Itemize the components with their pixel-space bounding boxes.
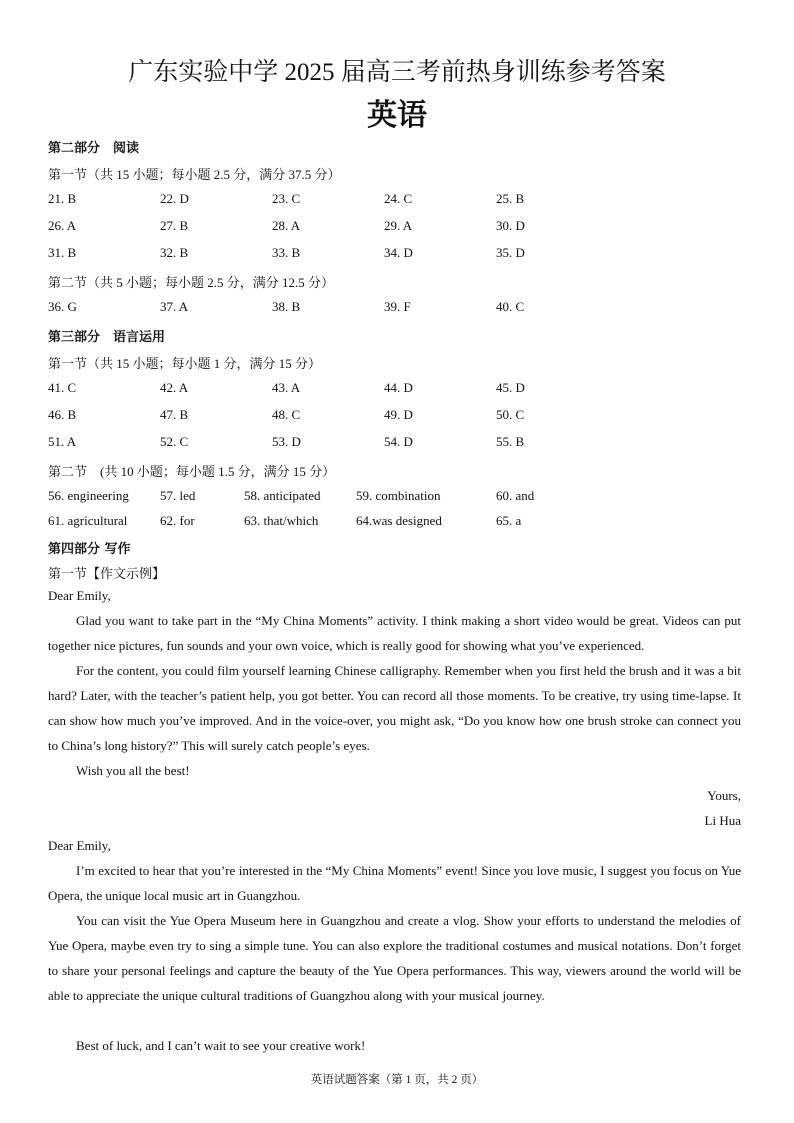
answer-cell: 31. B [48, 245, 77, 260]
answer-cell: 65. a [496, 513, 522, 528]
answer-cell: 52. C [160, 434, 189, 449]
answer-cell: 29. A [384, 218, 413, 233]
answer-cell: 41. C [48, 380, 77, 395]
part3-heading: 第三部分 语言运用 [48, 330, 166, 345]
answer-cell: 54. D [384, 434, 413, 449]
answer-cell: 27. B [160, 218, 189, 233]
part3-section2-title: 第二节 (共 10 小题；每小题 1.5 分，满分 15 分） [48, 464, 336, 479]
subject-title: 英语 [367, 98, 427, 133]
answer-cell: 57. led [160, 488, 196, 503]
answer-cell: 30. D [496, 218, 525, 233]
answer-cell: 25. B [496, 191, 525, 206]
essay1-signature: Li Hua [704, 813, 741, 828]
answer-cell: 60. and [496, 488, 535, 503]
answer-cell: 21. B [48, 191, 77, 206]
part2-heading: 第二部分 阅读 [48, 141, 140, 156]
answer-cell: 38. B [272, 299, 301, 314]
answer-cell: 35. D [496, 245, 525, 260]
essay1-closing: Yours, [707, 788, 741, 803]
answer-cell: 44. D [384, 380, 413, 395]
essay2-paragraph: Best of luck, and I can’t wait to see your creative work! [76, 1038, 366, 1053]
answer-cell: 24. C [384, 191, 413, 206]
answer-cell: 64.was designed [356, 513, 442, 528]
answer-cell: 33. B [272, 245, 301, 260]
answer-cell: 47. B [160, 407, 189, 422]
answer-cell: 55. B [496, 434, 525, 449]
answer-cell: 45. D [496, 380, 525, 395]
answer-cell: 28. A [272, 218, 301, 233]
essay1-greeting: Dear Emily, [48, 588, 111, 603]
part4-section1-title: 第一节【作文示例】 [48, 566, 166, 581]
answer-cell: 40. C [496, 299, 525, 314]
answer-cell: 58. anticipated [244, 488, 321, 503]
answer-cell: 43. A [272, 380, 301, 395]
essay1-paragraph: Wish you all the best! [76, 763, 190, 778]
part2-section1-title: 第一节（共 15 小题；每小题 2.5 分，满分 37.5 分） [48, 167, 341, 182]
answer-cell: 42. A [160, 380, 189, 395]
part2-section2-title: 第二节（共 5 小题；每小题 2.5 分，满分 12.5 分） [48, 275, 335, 290]
answer-cell: 56. engineering [48, 488, 129, 503]
page-footer: 英语试题答案（第 1 页，共 2 页） [310, 1074, 484, 1086]
essay2-paragraph: You can visit the Yue Opera Museum here in Guangzhou and create a vlog. Show your efforts to understand the melodies of Yue Opera, maybe even try to sing a simple tune. You can also explore the traditional costumes and musical notations. Don’t forget to share your personal feelings and capture the beauty of the Yue Opera performances. This way, viewers around the world will be able to appreciate the unique cultural traditions of Guangzhou along with your musical journey. [48, 913, 741, 1003]
answer-cell: 61. agricultural [48, 513, 128, 528]
answer-cell: 39. F [384, 299, 411, 314]
essay1-paragraph: For the content, you could film yourself learning Chinese calligraphy. Remember when you first held the brush and it was a bit hard? Later, with the teacher’s patient help, you got better. You can record all those moments. To be creative, try using time-lapse. It can show how much you’ve improved. And in the voice-over, you might ask, “Do you know how one brush stroke can connect you to China’s long history?” This will surely catch people’s eyes. [48, 663, 741, 753]
part3-section1-title: 第一节（共 15 小题；每小题 1 分，满分 15 分） [48, 356, 322, 371]
answer-cell: 26. A [48, 218, 77, 233]
page-title: 广东实验中学 2025 届高三考前热身训练参考答案 [128, 59, 666, 86]
answer-cell: 48. C [272, 407, 301, 422]
part4-heading: 第四部分 写作 [48, 542, 131, 557]
answer-cell: 51. A [48, 434, 77, 449]
answer-cell: 50. C [496, 407, 525, 422]
answer-cell: 22. D [160, 191, 189, 206]
answer-cell: 62. for [160, 513, 195, 528]
essay1-paragraph: Glad you want to take part in the “My China Moments” activity. I think making a short video would be great. Videos can put together nice pictures, fun sounds and your own voice, which is really good for showing what you’ve experienced. [48, 613, 741, 653]
answer-cell: 46. B [48, 407, 77, 422]
answer-cell: 36. G [48, 299, 77, 314]
answer-cell: 49. D [384, 407, 413, 422]
essay2-paragraph: I’m excited to hear that you’re interested in the “My China Moments” event! Since you love music, I suggest you focus on Yue Opera, the unique local music art in Guangzhou. [48, 863, 741, 903]
answer-cell: 34. D [384, 245, 413, 260]
answer-cell: 63. that/which [244, 513, 319, 528]
answer-cell: 53. D [272, 434, 301, 449]
essay2-greeting: Dear Emily, [48, 838, 111, 853]
answer-cell: 37. A [160, 299, 189, 314]
answer-cell: 32. B [160, 245, 189, 260]
answer-cell: 23. C [272, 191, 301, 206]
answer-cell: 59. combination [356, 488, 441, 503]
